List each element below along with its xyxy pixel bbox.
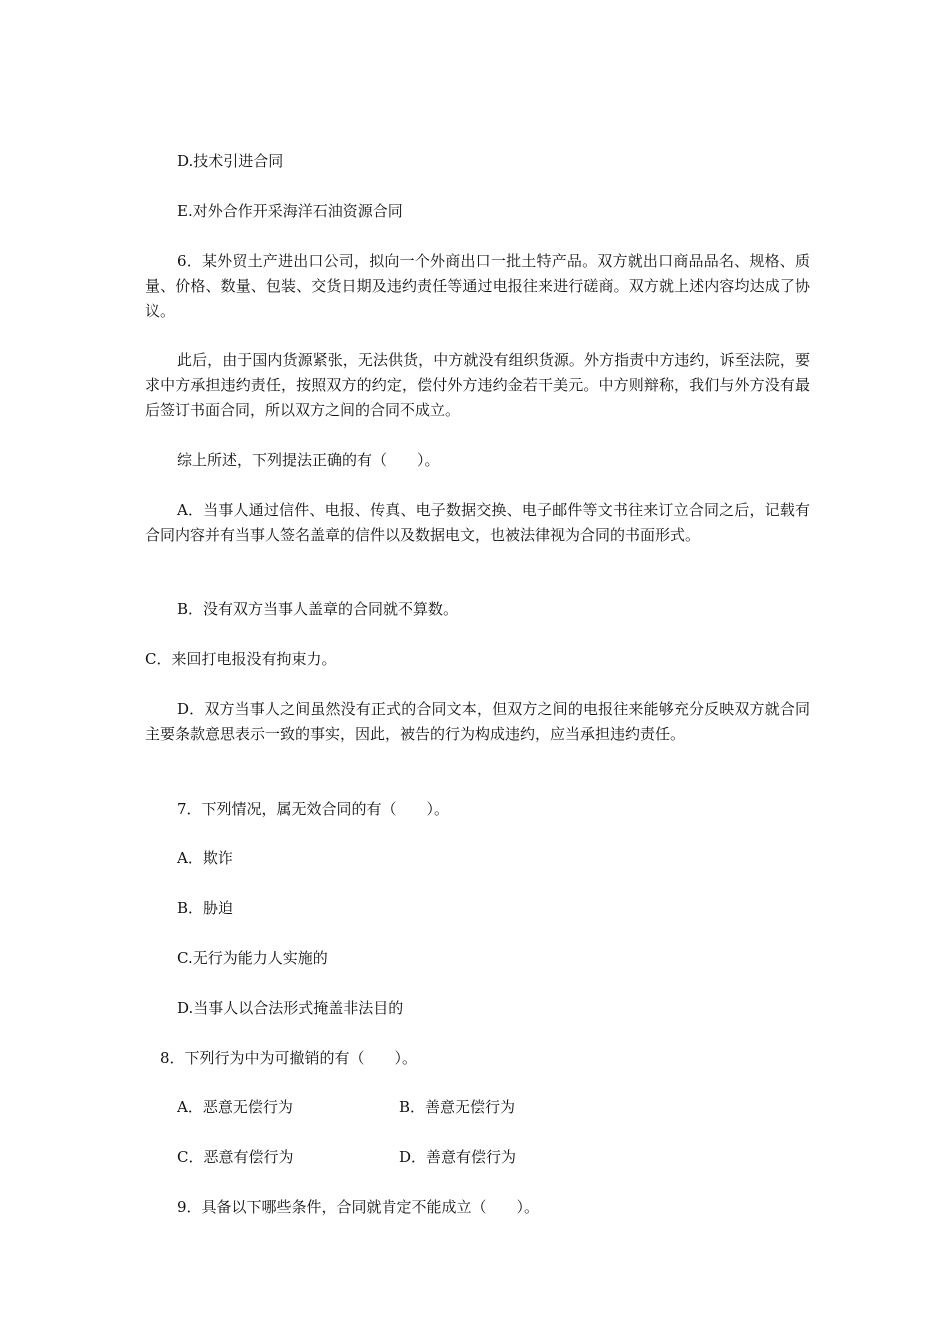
q8-option-a: A．恶意无偿行为: [177, 1098, 293, 1116]
q8-stem: 8．下列行为中为可撤销的有（ ）。: [160, 1049, 418, 1067]
q7-option-b: B．胁迫: [177, 899, 234, 917]
q6-option-c: C．来回打电报没有拘束力。: [145, 650, 337, 668]
q7-option-c: C.无行为能力人实施的: [177, 949, 328, 967]
q6-stem-paragraph-2: 此后，由于国内货源紧张，无法供货，中方就没有组织货源。外方指责中方违约，诉至法院，要求中方承担违约责任，按照双方的约定，偿付外方违约金若干美元。中方则辩称，我们与外方没有最后签订书面合同，所以双方之间的合同不成立。: [145, 351, 810, 419]
q8-option-b: B．善意无偿行为: [399, 1098, 516, 1116]
q6-option-d: D．双方当事人之间虽然没有正式的合同文本，但双方之间的电报往来能够充分反映双方就合同主要条款意思表示一致的事实，因此，被告的行为构成违约，应当承担违约责任。: [145, 700, 810, 743]
q7-stem: 7．下列情况，属无效合同的有（ ）。: [177, 800, 450, 818]
q6-stem-paragraph-1: 6．某外贸土产进出口公司，拟向一个外商出口一批土特产品。双方就出口商品品名、规格、质量、价格、数量、包装、交货日期及违约责任等通过电报往来进行磋商。双方就上述内容均达成了协议。: [145, 252, 810, 320]
q8-option-d: D．善意有偿行为: [399, 1148, 517, 1166]
q6-option-a: A．当事人通过信件、电报、传真、电子数据交换、电子邮件等文书往来订立合同之后，记载有合同内容并有当事人签名盖章的信件以及数据电文，也被法律视为合同的书面形式。: [145, 501, 810, 544]
q8-option-c: C．恶意有偿行为: [177, 1148, 294, 1166]
q5-option-d: D.技术引进合同: [177, 152, 284, 170]
q6-prompt: 综上所述，下列提法正确的有（ ）。: [177, 451, 440, 469]
q6-option-b: B．没有双方当事人盖章的合同就不算数。: [177, 600, 459, 618]
q9-stem: 9．具备以下哪些条件，合同就肯定不能成立（ ）。: [177, 1198, 540, 1216]
q7-option-a: A．欺诈: [177, 849, 233, 867]
q7-option-d: D.当事人以合法形式掩盖非法目的: [177, 999, 404, 1017]
q5-option-e: E.对外合作开采海洋石油资源合同: [177, 202, 403, 220]
